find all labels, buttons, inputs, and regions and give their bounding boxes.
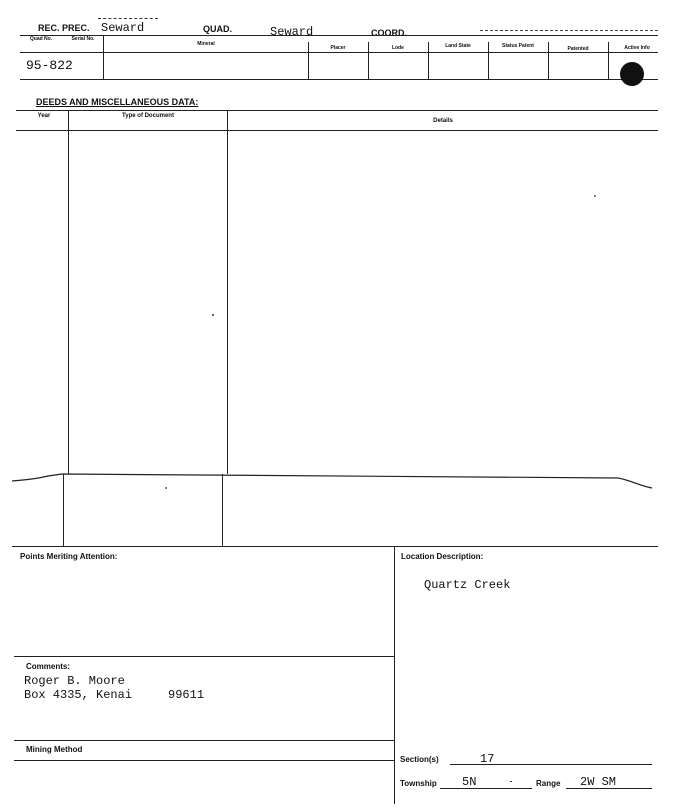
col-lode: Lode — [392, 45, 404, 51]
deeds-col-divider — [227, 110, 228, 474]
deeds-col-divider — [68, 110, 69, 474]
claim-table-bottom-rule — [20, 79, 658, 80]
col-type-of-document: Type of Document — [122, 113, 174, 119]
mining-method-rule — [14, 760, 394, 761]
page-fold-line — [0, 468, 678, 498]
comments-bottom-rule — [14, 740, 394, 741]
township-value: 5N — [462, 775, 477, 789]
section-label: Section(s) — [400, 755, 439, 764]
col-mineral: Mineral — [197, 41, 215, 47]
deeds-top-rule — [16, 110, 658, 111]
claim-col-divider — [488, 42, 489, 79]
rec-prec-label: REC. PREC. — [38, 23, 90, 33]
header-top-rule-right — [480, 30, 658, 31]
deeds-bottom-rule — [12, 546, 658, 547]
rec-prec-value: Seward — [101, 21, 145, 35]
comments-label: Comments: — [26, 662, 71, 671]
speck — [594, 195, 596, 197]
speck — [510, 781, 512, 782]
quad-label: QUAD. — [203, 24, 232, 34]
township-label: Township — [400, 779, 437, 788]
punch-hole-icon — [620, 62, 644, 86]
claim-table-header-rule — [20, 52, 658, 53]
range-value: 2W SM — [580, 775, 617, 789]
header-top-rule — [98, 18, 158, 19]
coord-label: COORD. — [371, 28, 407, 38]
deeds-title: DEEDS AND MISCELLANEOUS DATA: — [36, 97, 199, 107]
points-bottom-rule — [14, 656, 394, 657]
col-quad-no: Quad No. — [29, 36, 53, 42]
col-placer: Placer — [330, 45, 346, 51]
points-meriting-label: Points Meriting Attention: — [20, 552, 118, 561]
quad-no-value: 95-822 — [26, 58, 73, 73]
claim-table-top-rule — [20, 35, 658, 36]
col-status-patent: Status Patent — [502, 43, 534, 49]
col-land-state: Land State — [445, 43, 471, 49]
claim-col-divider — [428, 42, 429, 79]
location-description-label: Location Description: — [401, 552, 484, 561]
range-label: Range — [536, 779, 561, 788]
col-year: Year — [37, 113, 51, 119]
quad-value: Seward — [270, 25, 314, 39]
deeds-header-rule — [16, 130, 658, 131]
col-active-info: Active Info — [624, 45, 650, 51]
location-description-value: Quartz Creek — [424, 578, 511, 592]
mining-method-label: Mining Method — [26, 745, 83, 754]
township-underline — [440, 788, 532, 789]
comments-line-1: Roger B. Moore — [24, 674, 125, 688]
speck — [212, 314, 214, 316]
comments-line-2: Box 4335, Kenai 99611 — [24, 688, 205, 702]
claim-col-divider — [608, 42, 609, 79]
section-value: 17 — [480, 752, 495, 766]
location-divider — [394, 546, 395, 804]
col-details: Details — [433, 118, 453, 124]
col-serial-no: Serial No. — [71, 36, 95, 42]
col-patented: Patented — [567, 46, 589, 52]
